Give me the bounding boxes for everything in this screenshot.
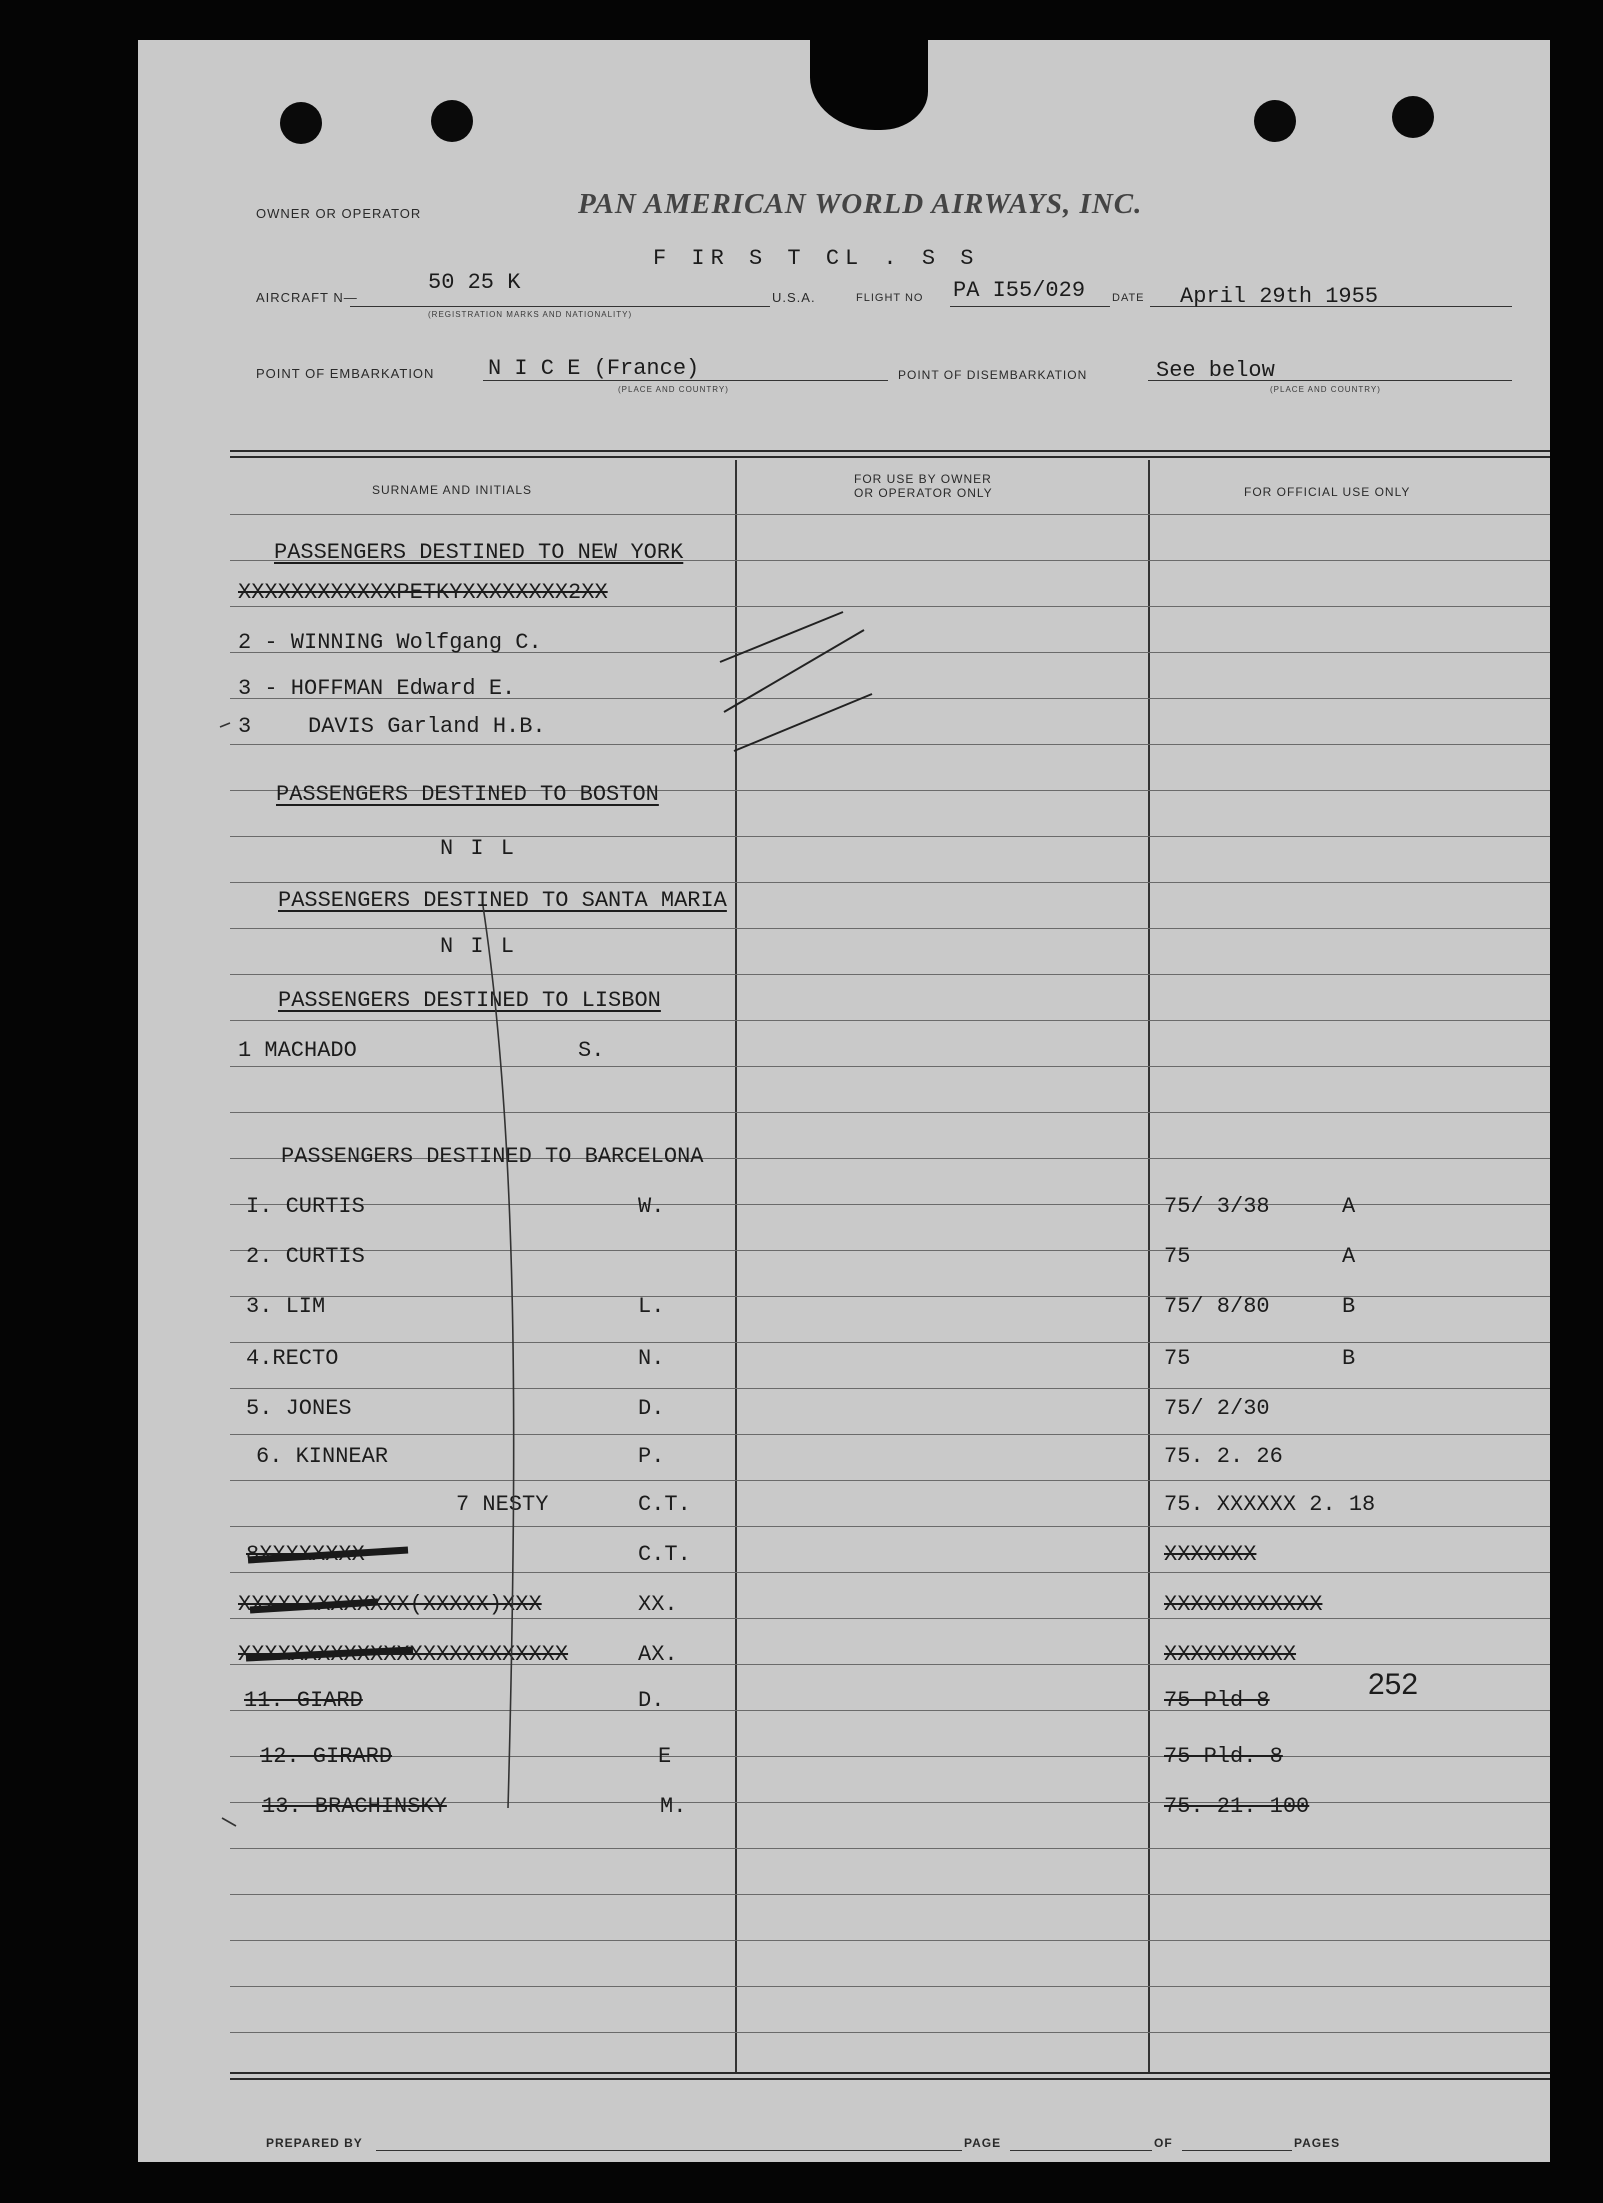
passenger-initial: S. (578, 1038, 605, 1063)
passenger-number: 3 (238, 714, 252, 739)
page-underline (1010, 2150, 1152, 2151)
usa-label: U.S.A. (772, 290, 816, 305)
passenger-entry: 1 MACHADO (238, 1038, 357, 1063)
passenger-initial: W. (638, 1194, 665, 1219)
flight-value: PA I55/029 (953, 278, 1086, 303)
passenger-name: 6. KINNEAR (256, 1444, 389, 1469)
disembark-label: POINT OF DISEMBARKATION (898, 368, 1088, 382)
struck-passenger-name: XXXXXXXXXXXXX(XXXXX)XXX (238, 1592, 542, 1617)
aircraft-label: AIRCRAFT N— (256, 290, 358, 305)
heading-lisbon: PASSENGERS DESTINED TO LISBON (278, 988, 661, 1013)
group-code: B (1342, 1294, 1356, 1319)
struck-passenger-name: 12. GIRARD (260, 1744, 393, 1769)
struck-passenger-name: 11. GIARD (244, 1688, 363, 1713)
group-code: A (1342, 1244, 1356, 1269)
group-code: A (1342, 1194, 1356, 1219)
passenger-name: 3. LIM (246, 1294, 326, 1319)
aircraft-value: 50 25 K (428, 270, 521, 295)
manifest-sheet (138, 40, 1550, 2162)
of-underline (1182, 2150, 1292, 2151)
official-entry: 75/ 2/30 (1164, 1396, 1270, 1421)
heading-santa-maria: PASSENGERS DESTINED TO SANTA MARIA (278, 888, 727, 913)
date-label: DATE (1112, 292, 1145, 304)
passenger-initial: P. (638, 1444, 665, 1469)
heading-barcelona: PASSENGERS DESTINED TO BARCELONA (281, 1144, 704, 1169)
company-name: PAN AMERICAN WORLD AIRWAYS, INC. (578, 188, 1143, 220)
pencil-marks (138, 40, 1550, 2162)
disembark-value: See below (1156, 358, 1275, 383)
owner-column-header-1: FOR USE BY OWNER (854, 472, 992, 486)
passenger-initial: D. (638, 1688, 665, 1713)
passenger-name: 7 NESTY (456, 1492, 549, 1517)
struck-passenger-name: 8XXXXXXXX (246, 1542, 365, 1567)
struck-entry: XXXXXXXXXXXXPETKYXXXXXXXX2XX (238, 580, 608, 605)
passenger-initial: XX. (638, 1592, 678, 1617)
class-heading: F IR S T CL . S S (653, 246, 980, 271)
struck-official-entry: 75 Pld 8 (1164, 1688, 1270, 1713)
owner-column-header-2: OR OPERATOR ONLY (854, 486, 993, 500)
official-entry: 75/ 8/80 (1164, 1294, 1270, 1319)
passenger-initial: C.T. (638, 1542, 691, 1567)
passenger-initial: N. (638, 1346, 665, 1371)
prepared-by-label: PREPARED BY (266, 2136, 363, 2150)
passenger-entry: 2 - WINNING Wolfgang C. (238, 630, 542, 655)
official-entry: 75. 2. 26 (1164, 1444, 1283, 1469)
struck-passenger-name: 13. BRACHINSKY (262, 1794, 447, 1819)
official-entry: 75/ 3/38 (1164, 1194, 1270, 1219)
struck-official-entry: XXXXXXX (1164, 1542, 1257, 1567)
official-column-header: FOR OFFICIAL USE ONLY (1244, 485, 1411, 499)
passenger-initial: D. (638, 1396, 665, 1421)
struck-official-entry: XXXXXXXXXXXX (1164, 1592, 1323, 1617)
pages-label: PAGES (1294, 2136, 1341, 2150)
struck-official-entry: XXXXXXXXXX (1164, 1642, 1297, 1667)
passenger-initial: M. (660, 1794, 687, 1819)
flight-label: FLIGHT NO (856, 292, 924, 304)
official-entry: 75 (1164, 1346, 1191, 1371)
surname-column-header: SURNAME AND INITIALS (372, 483, 533, 497)
disembark-sub: (PLACE AND COUNTRY) (1270, 385, 1381, 394)
passenger-initial: E (658, 1744, 672, 1769)
passenger-initial: C.T. (638, 1492, 691, 1517)
passenger-name: I. CURTIS (246, 1194, 365, 1219)
passenger-name: 5. JONES (246, 1396, 352, 1421)
official-entry: 75 (1164, 1244, 1191, 1269)
official-entry: 75. XXXXXX 2. 18 (1164, 1492, 1376, 1517)
nil-entry: N I L (440, 836, 517, 861)
passenger-entry: 3 - HOFFMAN Edward E. (238, 676, 516, 701)
group-code: B (1342, 1346, 1356, 1371)
owner-label: OWNER OR OPERATOR (256, 206, 422, 221)
heading-new-york: PASSENGERS DESTINED TO NEW YORK (274, 540, 684, 565)
page-label: PAGE (964, 2136, 1002, 2150)
passenger-name: 2. CURTIS (246, 1244, 365, 1269)
of-label: OF (1154, 2136, 1173, 2150)
struck-official-entry: 75. 21. 100 (1164, 1794, 1310, 1819)
passenger-initial: L. (638, 1294, 665, 1319)
heading-boston: PASSENGERS DESTINED TO BOSTON (276, 782, 659, 807)
date-value: April 29th 1955 (1180, 284, 1379, 309)
passenger-initial: AX. (638, 1642, 678, 1667)
embark-sub: (PLACE AND COUNTRY) (618, 385, 729, 394)
passenger-entry: DAVIS Garland H.B. (308, 714, 546, 739)
passenger-name: 4.RECTO (246, 1346, 339, 1371)
struck-passenger-name: XXXXXXXXXXXXXXXXXXXXXXXXX (238, 1642, 569, 1667)
prepared-by-underline (376, 2150, 962, 2151)
embark-value: N I C E (France) (488, 356, 700, 381)
aircraft-sub: (REGISTRATION MARKS AND NATIONALITY) (428, 310, 633, 319)
nil-entry: N I L (440, 934, 517, 959)
struck-official-entry: 75 Pld. 8 (1164, 1744, 1283, 1769)
page-number-stamp: 252 (1368, 1668, 1419, 1701)
embark-label: POINT OF EMBARKATION (256, 366, 435, 381)
